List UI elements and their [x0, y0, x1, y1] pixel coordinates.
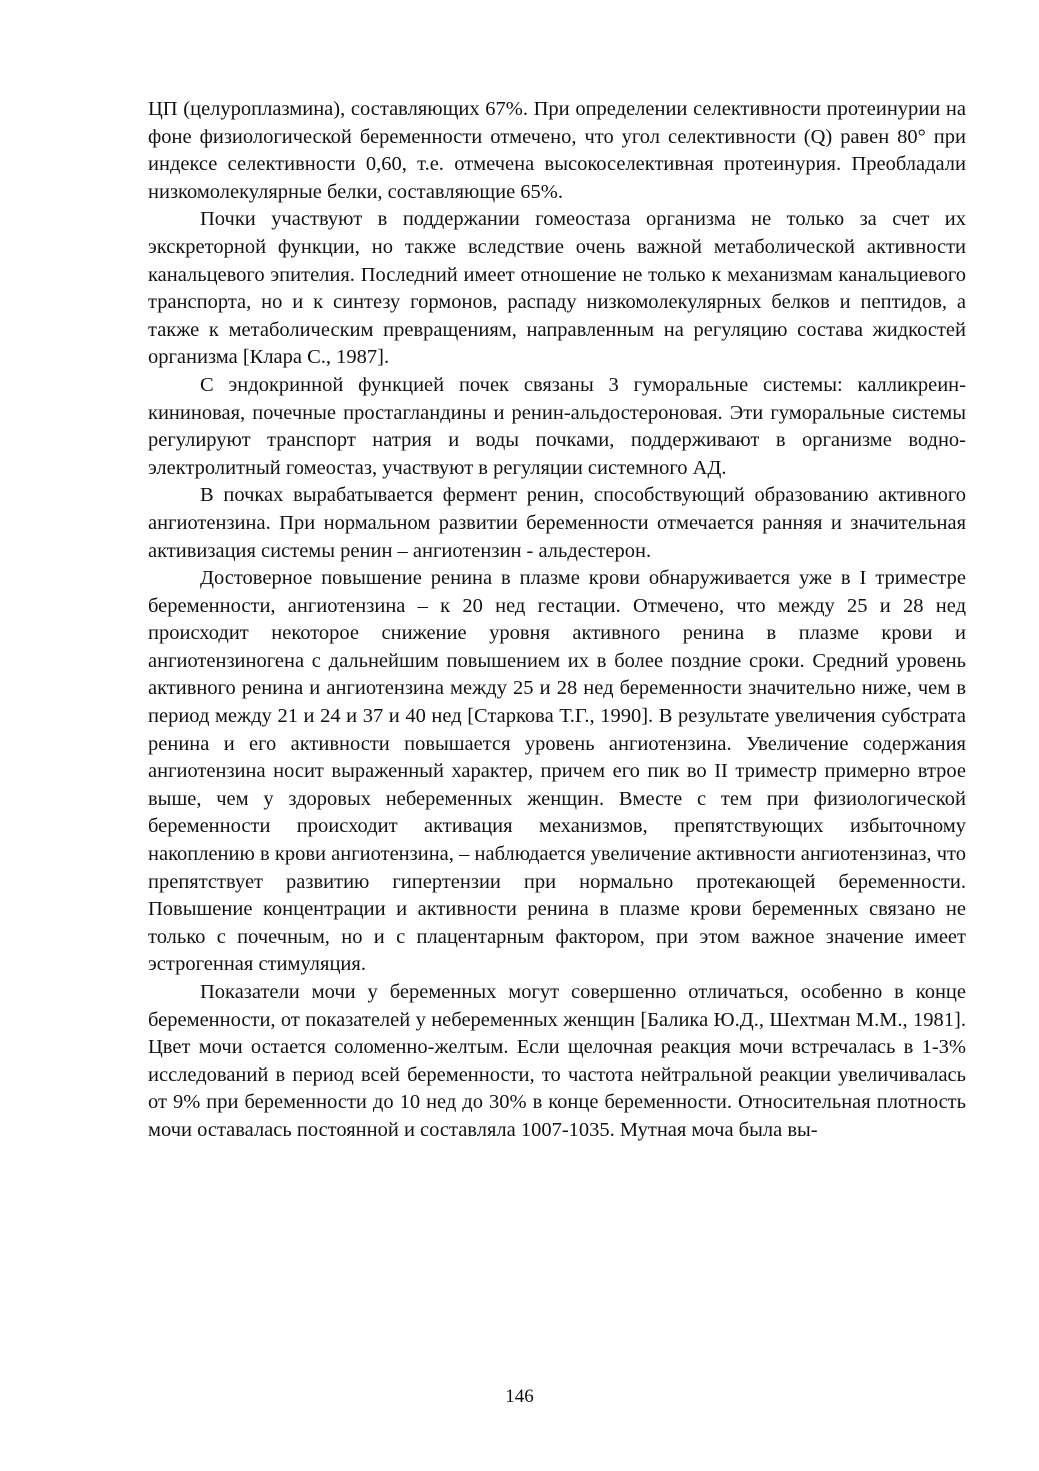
- paragraph-4: В почках вырабатывается фермент ренин, способствующий образованию активного ангиотензина. При нормальном развитии беременности отмечается ранняя и значительная активизация системы ренин – ангиотензин - альдестерон.: [148, 484, 966, 562]
- paragraph-6: Показатели мочи у беременных могут совершенно отличаться, особенно в конце беременности, от показателей у небеременных женщин [Балика Ю.Д., Шехтман М.М., 1981]. Цвет мочи остается соломенно-желтым. Если щелочная реакция мочи встречалась в 1-3% исследований в период всей беременности, то частота нейтральной реакции увеличивалась от 9% при беременности до 10 нед до 30% в конце беременности. Относительная плотность мочи оставалась постоянной и составляла 1007-1035. Мутная моча была вы-: [148, 981, 966, 1141]
- paragraph-2: Почки участвуют в поддержании гомеостаза организма не только за счет их экскреторной функции, но также вследствие очень важной метаболической активности канальцевого эпителия. Последний имеет отношение не только к механизмам канальциевого транспорта, но и к синтезу гормонов, распаду низкомолекулярных белков и пептидов, а также к метаболическим превращениям, направленным на регуляцию состава жидкостей организма [Клара С., 1987].: [148, 208, 966, 369]
- paragraph-5: Достоверное повышение ренина в плазме крови обнаруживается уже в I триместре беременности, ангиотензина – к 20 нед гестации. Отмечено, что между 25 и 28 нед происходит некоторое снижение уровня активного ренина в плазме крови и ангиотензиногена с дальнейшим повышением их в более поздние сроки. Средний уровень активного ренина и ангиотензина между 25 и 28 нед беременности значительно ниже, чем в период между 21 и 24 и 37 и 40 нед [Старкова Т.Г., 1990]. В результате увеличения субстрата ренина и его активности повышается уровень ангиотензина. Увеличение содержания ангиотензина носит выраженный характер, причем его пик во II триместр примерно втрое выше, чем у здоровых небеременных женщин. Вместе с тем при физиологической беременности происходит активация механизмов, препятствующих избыточному накоплению в крови ангиотензина, – наблюдается увеличение активности ангиотензиназ, что препятствует развитию гипертензии при нормально протекающей беременности. Повышение концентрации и активности ренина в плазме крови беременных связано не только с почечным, но и с плацентарным фактором, при этом важное значение имеет эстрогенная стимуляция.: [148, 567, 966, 976]
- page-body: [148, 96, 966, 1145]
- paragraph-3: С эндокринной функцией почек связаны 3 гуморальные системы: калликреин-кининовая, почечные простагландины и ренин-альдостероновая. Эти гуморальные системы регулируют транспорт натрия и воды почками, поддерживают в организме водно-электролитный гомеостаз, участвуют в регуляции системного АД.: [148, 373, 966, 479]
- paragraph-1: ЦП (целуроплазмина), составляющих 67%. При определении селективности протеинурии на фоне физиологической беременности отмечено, что угол селективности (Q) равен 80° при индексе селективности 0,60, т.е. отмечена высокоселективная протеинурия. Преобладали низкомолекулярные белки, составляющие 65%.: [148, 98, 966, 203]
- page-number: 146: [505, 1386, 534, 1407]
